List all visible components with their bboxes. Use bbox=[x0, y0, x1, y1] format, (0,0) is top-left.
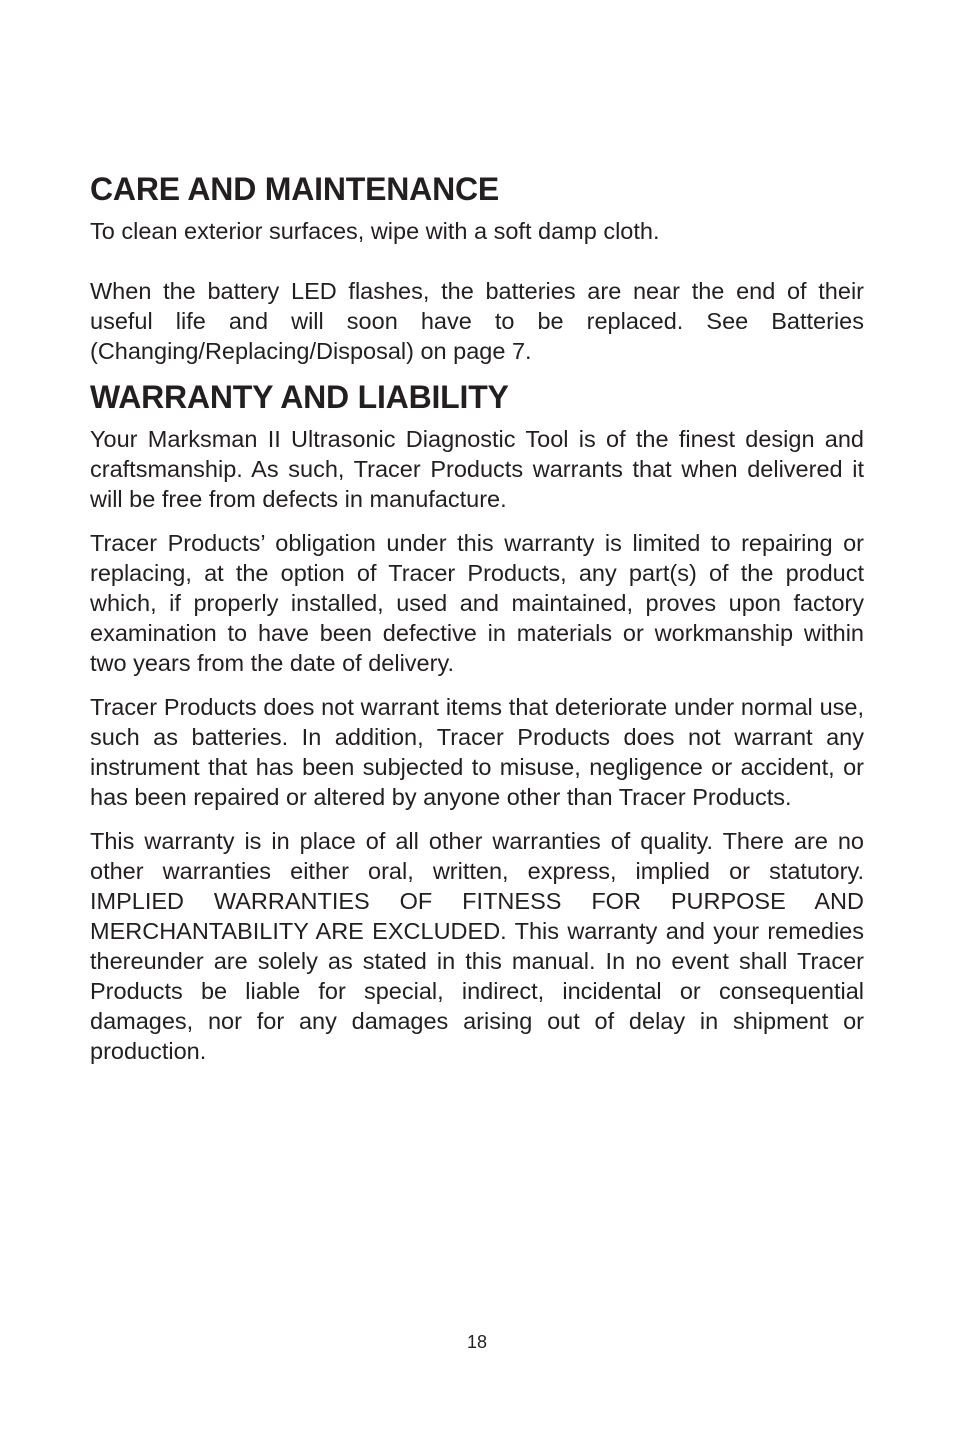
care-paragraph-2: When the battery LED flashes, the batteries are near the end of their useful life and will soon have to be replaced. See Batteries (Changing/Replacing/Disposal) on page 7. bbox=[90, 278, 864, 364]
page-content bbox=[90, 170, 864, 1080]
warranty-paragraph-3: Tracer Products does not warrant items that deteriorate under normal use, such as batteries. In addition, Tracer Products does not warrant any instrument that has been subjected to misuse, negligence or accident, or has been repaired or altered by anyone other than Tracer Products. bbox=[90, 694, 864, 810]
warranty-liability-heading: WARRANTY AND LIABILITY bbox=[90, 379, 509, 415]
page-number: 18 bbox=[466, 1332, 488, 1352]
warranty-paragraph-2: Tracer Products’ obligation under this warranty is limited to repairing or replacing, at the option of Tracer Products, any part(s) of the product which, if properly installed, used and maintained, proves upon factory examination to have been defective in materials or workmanship within two years from the date of delivery. bbox=[90, 530, 864, 676]
care-paragraph-1: To clean exterior surfaces, wipe with a soft damp cloth. bbox=[90, 218, 660, 244]
warranty-paragraph-1: Your Marksman II Ultrasonic Diagnostic Tool is of the finest design and craftsmanship. As such, Tracer Products warrants that when delivered it will be free from defects in manufacture. bbox=[90, 426, 864, 512]
care-maintenance-heading: CARE AND MAINTENANCE bbox=[90, 171, 500, 207]
warranty-paragraph-4: This warranty is in place of all other warranties of quality. There are no other warranties either oral, written, express, implied or statutory. IMPLIED WARRANTIES OF FITNESS FOR PURPOSE AND MERCHANTABILITY ARE EXCLUDED. This warranty and your remedies thereunder are solely as stated in this manual. In no event shall Tracer Products be liable for special, indirect, incidental or consequential damages, nor for any damages arising out of delay in shipment or production. bbox=[90, 828, 864, 1064]
